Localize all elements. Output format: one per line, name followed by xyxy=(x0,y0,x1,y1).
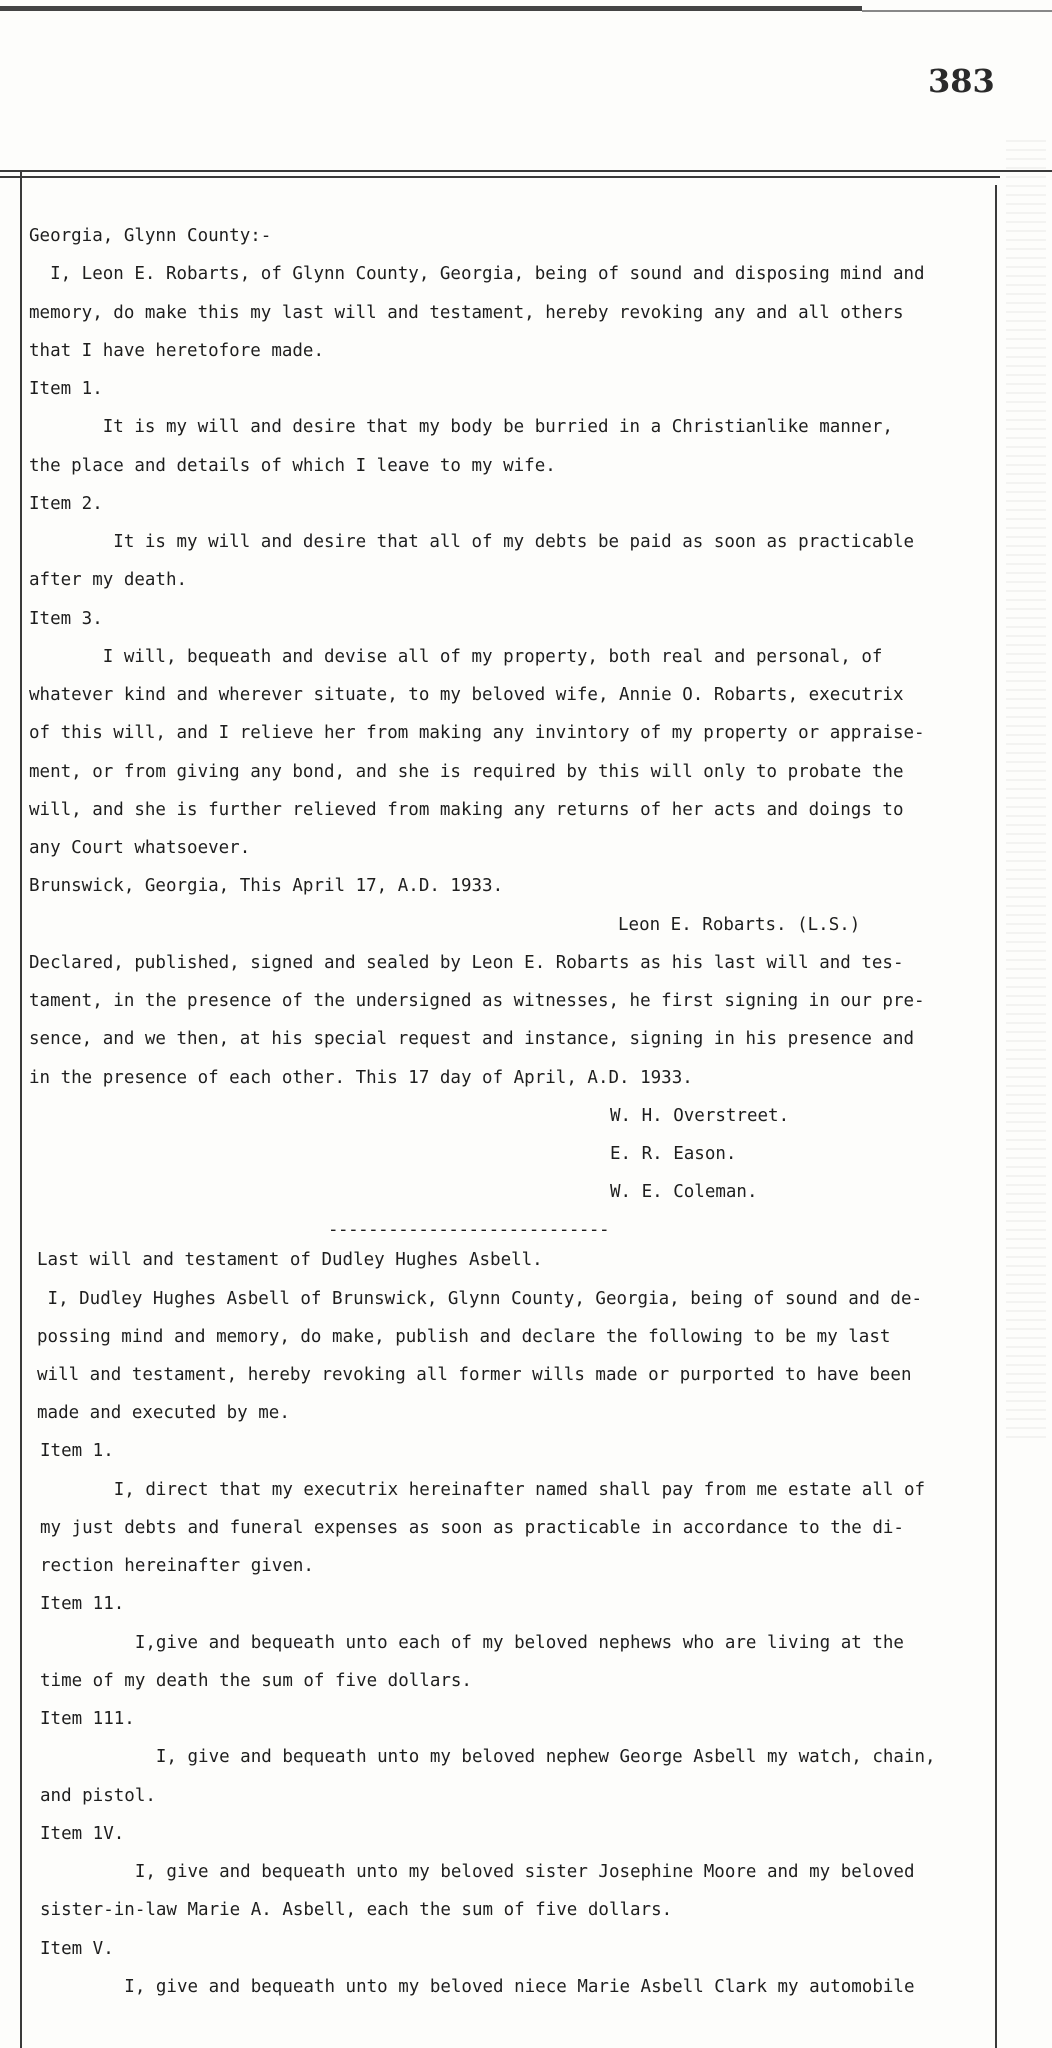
will1-item3-line: any Court whatsoever. xyxy=(29,838,251,858)
will1-item3-line: ment, or from giving any bond, and she is required by this will only to probate the xyxy=(29,762,904,782)
county-heading: Georgia, Glynn County:- xyxy=(29,226,272,246)
will1-item2-line: after my death. xyxy=(29,570,188,590)
attestation-line: tament, in the presence of the undersigned as witnesses, he first signing in our pre- xyxy=(29,991,925,1011)
will2-item2-line: time of my death the sum of five dollars. xyxy=(40,1671,472,1691)
will2-item5-line: I, give and bequeath unto my beloved niece Marie Asbell Clark my automobile xyxy=(40,1977,915,1997)
will1-item3-line: whatever kind and wherever situate, to my beloved wife, Annie O. Robarts, executrix xyxy=(29,685,904,705)
will1-item3-line: I will, bequeath and devise all of my property, both real and personal, of xyxy=(29,647,883,667)
item-label: Item 2. xyxy=(29,494,103,514)
witness-name: E. R. Eason. xyxy=(610,1144,737,1164)
will2-item3-line: I, give and bequeath unto my beloved nephew George Asbell my watch, chain, xyxy=(40,1747,936,1767)
will2-item1-line: my just debts and funeral expenses as soon as practicable in accordance to the di- xyxy=(40,1518,904,1538)
item-label: Item 1. xyxy=(29,379,103,399)
will2-intro-line: will and testament, hereby revoking all former wills made or purported to have been xyxy=(37,1365,912,1385)
testator-signature: Leon E. Robarts. (L.S.) xyxy=(618,915,861,935)
will2-item3-line: and pistol. xyxy=(40,1786,156,1806)
will2-item1-line: rection hereinafter given. xyxy=(40,1556,314,1576)
top-border-right xyxy=(862,10,1052,12)
header-rule xyxy=(0,170,1052,172)
date-line: Brunswick, Georgia, This April 17, A.D. 1933. xyxy=(29,876,504,896)
will1-item3-line: of this will, and I relieve her from making any invintory of my property or appraise- xyxy=(29,723,925,743)
top-border xyxy=(0,6,862,11)
will1-item1-line: the place and details of which I leave to my wife. xyxy=(29,456,556,476)
left-margin-rule xyxy=(20,172,22,2048)
will2-intro-line: possing mind and memory, do make, publish and declare the following to be my last xyxy=(37,1327,891,1347)
item-label: Item 11. xyxy=(40,1594,125,1614)
attestation-line: sence, and we then, at his special request and instance, signing in his presence and xyxy=(29,1029,915,1049)
will2-item1-line: I, direct that my executrix hereinafter named shall pay from me estate all of xyxy=(40,1480,926,1500)
attestation-line: Declared, published, signed and sealed by Leon E. Robarts as his last will and tes- xyxy=(29,953,904,973)
witness-name: W. H. Overstreet. xyxy=(610,1106,790,1126)
item-label: Item 111. xyxy=(40,1709,135,1729)
attestation-line: in the presence of each other. This 17 day of April, A.D. 1933. xyxy=(29,1068,693,1088)
will2-title: Last will and testament of Dudley Hughes Asbell. xyxy=(37,1250,543,1270)
will1-intro-line: I, Leon E. Robarts, of Glynn County, Georgia, being of sound and disposing mind and xyxy=(29,264,925,284)
section-separator: ---------------------------- xyxy=(328,1220,610,1240)
will2-intro-line: made and executed by me. xyxy=(37,1403,290,1423)
will1-intro-line: that I have heretofore made. xyxy=(29,341,325,361)
scan-noise xyxy=(1006,140,1046,1440)
will2-intro-line: I, Dudley Hughes Asbell of Brunswick, Glynn County, Georgia, being of sound and de- xyxy=(37,1289,923,1309)
witness-name: W. E. Coleman. xyxy=(610,1182,758,1202)
will1-intro-line: memory, do make this my last will and testament, hereby revoking any and all others xyxy=(29,303,904,323)
will1-item2-line: It is my will and desire that all of my debts be paid as soon as practicable xyxy=(29,532,915,552)
item-label: Item 3. xyxy=(29,609,103,629)
right-margin-rule xyxy=(995,185,997,2048)
will2-item4-line: sister-in-law Marie A. Asbell, each the sum of five dollars. xyxy=(40,1900,673,1920)
item-label: Item 1. xyxy=(40,1441,114,1461)
will1-item3-line: will, and she is further relieved from making any returns of her acts and doings to xyxy=(29,800,904,820)
will2-item2-line: I,give and bequeath unto each of my beloved nephews who are living at the xyxy=(40,1633,904,1653)
will2-item4-line: I, give and bequeath unto my beloved sister Josephine Moore and my beloved xyxy=(40,1862,915,1882)
item-label: Item V. xyxy=(40,1939,114,1959)
header-rule-2 xyxy=(0,176,1000,178)
page-number: 383 xyxy=(928,62,995,100)
will1-item1-line: It is my will and desire that my body be burried in a Christianlike manner, xyxy=(29,417,893,437)
item-label: Item 1V. xyxy=(40,1824,125,1844)
